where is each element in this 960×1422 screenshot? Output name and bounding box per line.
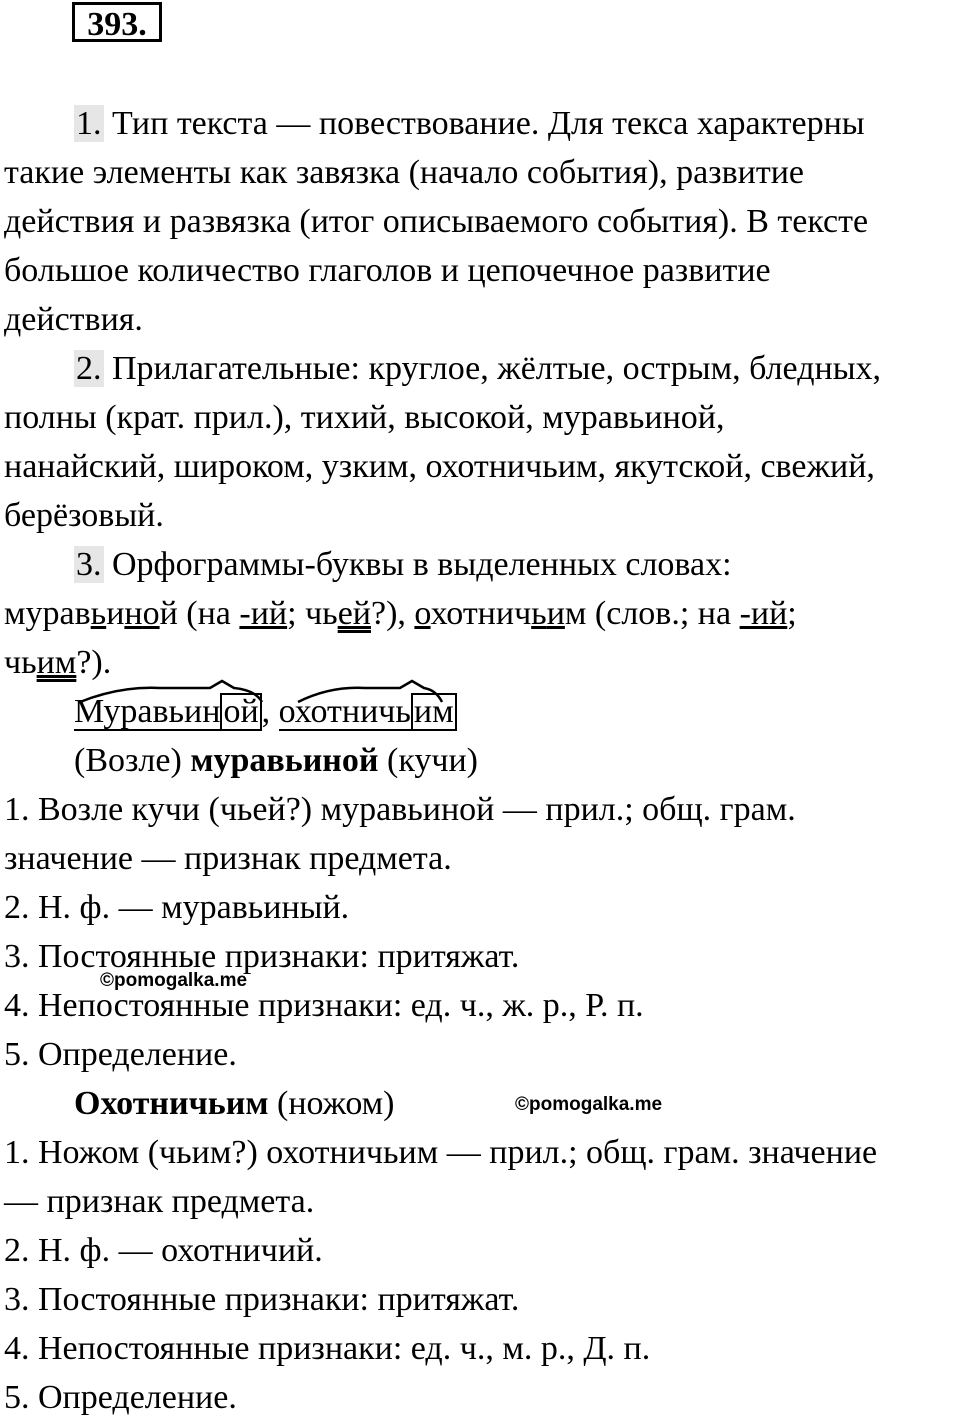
p2-line-1: 2. Прилагательные: круглое, жёлтые, острым, бледных,: [76, 350, 882, 387]
ending-1: ой: [220, 693, 261, 731]
exercise-number: 393.: [72, 2, 162, 42]
p1-line-5: действия.: [4, 301, 143, 338]
p1-line-1: 1. Тип текста — повествование. Для текса характерны: [76, 105, 865, 142]
a1-line-2: значение — признак предмета.: [4, 840, 452, 877]
a1-line-4: 3. Постоянные признаки: притяжат.: [4, 938, 520, 975]
p3-line-2: муравьиной (на -ий; чьей?), охотничьим (слов.; на -ий;: [4, 595, 797, 632]
p1-line-3: действия и развязка (итог описываемого события). В тексте: [4, 203, 869, 240]
a2-heading: Охотничьим (ножом): [74, 1085, 395, 1122]
p2-line-4: берёзовый.: [4, 497, 164, 534]
ending-2: им: [411, 693, 457, 731]
p1-line-4: большое количество глаголов и цепочечное развитие: [4, 252, 771, 289]
morpheme-parse: Муравьиной, охотничьим: [74, 688, 457, 736]
a2-line-2: — признак предмета.: [4, 1183, 315, 1220]
a2-line-5: 4. Непостоянные признаки: ед. ч., м. р., Д. п.: [4, 1330, 651, 1367]
stem-1: Муравьин: [74, 693, 221, 730]
a2-line-4: 3. Постоянные признаки: притяжат.: [4, 1281, 520, 1318]
watermark-1: ©pomogalka.me: [100, 970, 248, 991]
p2-line-2: полны (крат. прил.), тихий, высокой, муравьиной,: [4, 399, 725, 436]
p3-number: 3.: [76, 546, 102, 583]
a1-line-6: 5. Определение.: [4, 1036, 237, 1073]
stem-2: охотничь: [278, 693, 411, 730]
a1-line-3: 2. Н. ф. — муравьиный.: [4, 889, 350, 926]
a1-heading: (Возле) муравьиной (кучи): [74, 742, 478, 779]
p2-number: 2.: [76, 350, 102, 387]
p1-line-2: такие элементы как завязка (начало события), развитие: [4, 154, 804, 191]
p2-line-3: нанайский, широком, узким, охотничьим, якутской, свежий,: [4, 448, 875, 485]
p3-line-3: чьим?).: [4, 644, 112, 681]
p1-number: 1.: [76, 105, 102, 142]
a1-line-5: 4. Непостоянные признаки: ед. ч., ж. р., Р. п.: [4, 987, 644, 1024]
p3-line-1: 3. Орфограммы-буквы в выделенных словах:: [76, 546, 732, 583]
watermark-2: ©pomogalka.me: [515, 1094, 663, 1115]
a1-line-1: 1. Возле кучи (чьей?) муравьиной — прил.; общ. грам.: [4, 791, 796, 828]
a2-line-3: 2. Н. ф. — охотничий.: [4, 1232, 323, 1269]
a2-line-1: 1. Ножом (чьим?) охотничьим — прил.; общ. грам. значение: [4, 1134, 878, 1171]
a2-line-6: 5. Определение.: [4, 1379, 237, 1416]
